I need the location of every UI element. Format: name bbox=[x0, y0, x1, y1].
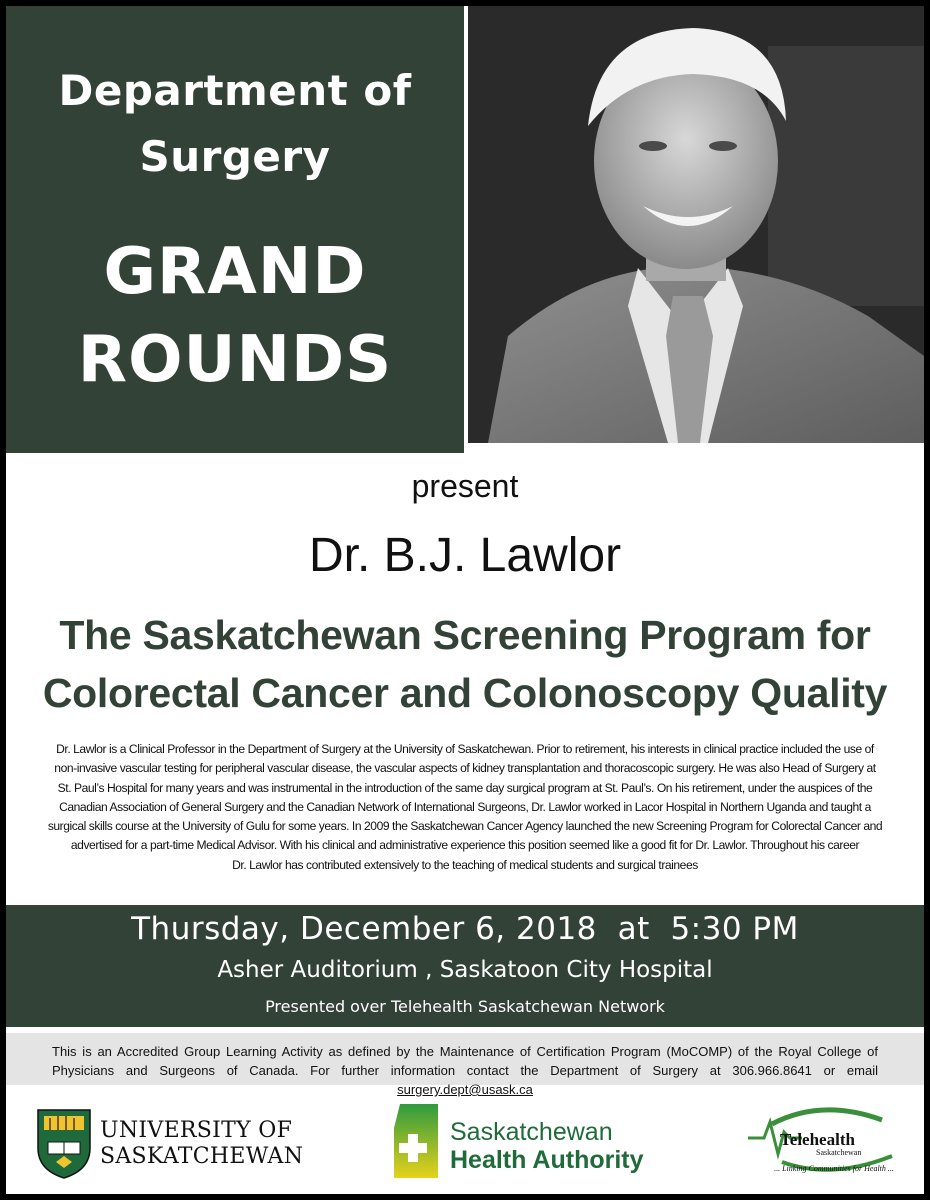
telehealth-name: Telehealth bbox=[780, 1130, 855, 1149]
talk-title-line-1: The Saskatchewan Screening Program for bbox=[59, 612, 871, 658]
speaker-portrait-icon bbox=[468, 6, 924, 443]
event-details bbox=[6, 905, 924, 1027]
header-panel bbox=[6, 6, 464, 453]
university-logo[interactable] bbox=[36, 1108, 336, 1180]
event-venue: Asher Auditorium , Saskatoon City Hospital bbox=[217, 957, 713, 983]
bio-line: Canadian Association of General Surgery and the Canadian Network of International Surgeons, Dr. Lawlor worked in Lacor Hospital in Northern Uganda and taught a bbox=[59, 799, 871, 814]
bio-line: surgical skills course at the University of Gulu for some years. In 2009 the Saskatchewan Cancer Agency launched the new Screening Program for Colorectal Cancer and bbox=[47, 819, 883, 834]
health-cross-logo-icon bbox=[386, 1100, 442, 1186]
email-link[interactable]: surgery.dept@usask.ca bbox=[397, 1082, 533, 1097]
bio-line: advertised for a part-time Medical Advisor. With his clinical and administrative experience this position seemed like a good fit for Dr. Lawlor. Throughout his career bbox=[70, 838, 860, 853]
sha-line-2: Health Authority bbox=[450, 1146, 644, 1174]
university-line-2: SASKATCHEWAN bbox=[100, 1144, 304, 1169]
present-label: present bbox=[411, 468, 519, 504]
sponsor-logos bbox=[6, 1090, 924, 1194]
university-crest-icon bbox=[36, 1108, 92, 1180]
bio-line: Dr. Lawlor has contributed extensively to the teaching of medical students and surgical trainees bbox=[232, 857, 698, 872]
grand-line-2: ROUNDS bbox=[77, 323, 393, 397]
event-date-time: Thursday, December 6, 2018 at 5:30 PM bbox=[131, 911, 799, 947]
telehealth-tagline: ... Linking Communities for Health ... bbox=[774, 1164, 894, 1173]
speaker-bio bbox=[28, 740, 902, 875]
talk-title bbox=[36, 606, 894, 722]
event-network: Presented over Telehealth Saskatchewan Network bbox=[265, 997, 665, 1016]
grand-rounds-title bbox=[6, 228, 464, 404]
bio-line: non-invasive vascular testing for peripheral vascular disease, the vascular aspects of kidney transplantation and thoracoscopic surgery. He was also Head of Surgery at bbox=[54, 761, 876, 776]
dept-line-2: Surgery bbox=[139, 132, 331, 181]
accreditation-box bbox=[6, 1033, 924, 1097]
university-line-1: UNIVERSITY OF bbox=[100, 1118, 293, 1143]
department-title bbox=[6, 58, 464, 190]
health-authority-logo[interactable] bbox=[386, 1100, 686, 1186]
telehealth-logo[interactable] bbox=[742, 1102, 912, 1186]
dept-line-1: Department of bbox=[58, 66, 412, 115]
grand-line-1: GRAND bbox=[103, 235, 367, 309]
poster bbox=[6, 6, 924, 1194]
speaker-name: Dr. B.J. Lawlor bbox=[308, 529, 622, 582]
telehealth-sub: Saskatchewan bbox=[816, 1148, 862, 1157]
health-authority-name bbox=[450, 1118, 644, 1174]
sha-line-1: Saskatchewan bbox=[450, 1118, 613, 1146]
university-name bbox=[100, 1118, 303, 1170]
bio-line: St. Paul’s Hospital for many years and was instrumental in the introduction of the same day surgical program at St. Paul’s. On his retirement, under the auspices of the bbox=[57, 780, 873, 795]
accreditation-body: This is an Accredited Group Learning Activity as defined by the Maintenance of Certification Program (MoCOMP) of the Royal College of Physicians and Surgeons of Canada. For further information contact the Department of Surgery at 306.966.8641 or email bbox=[52, 1044, 878, 1078]
bio-line: Dr. Lawlor is a Clinical Professor in the Department of Surgery at the University of Saskatchewan. Prior to retirement, his interests in clinical practice included the use of bbox=[56, 742, 874, 756]
talk-title-line-2: Colorectal Cancer and Colonoscopy Quality bbox=[42, 670, 888, 716]
